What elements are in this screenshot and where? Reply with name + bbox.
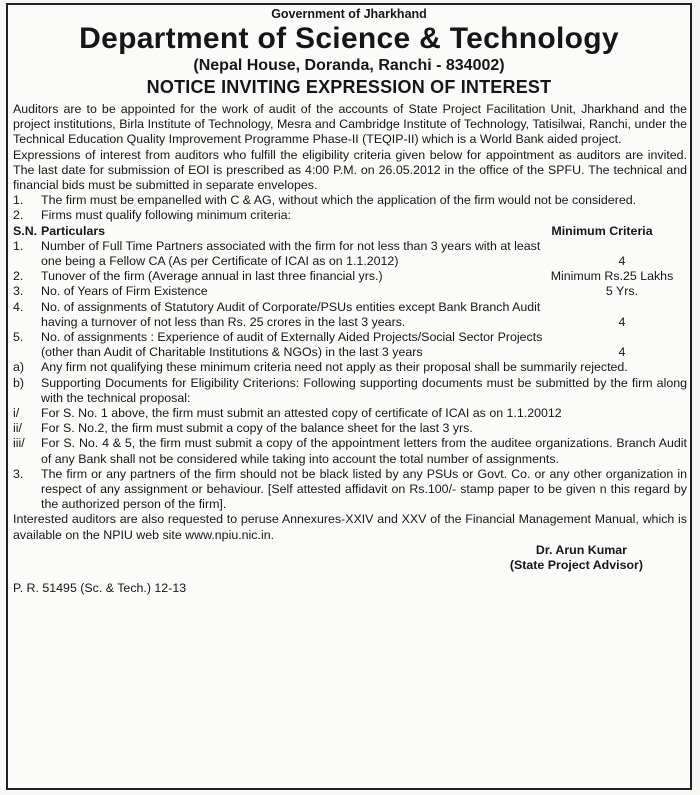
sn-header: S.N. <box>13 223 38 238</box>
particulars-header: Particulars <box>41 223 106 238</box>
note-item <box>13 421 687 436</box>
criteria-number: 5. <box>13 330 24 345</box>
note-marker: i/ <box>13 406 20 421</box>
criteria-row <box>13 284 687 299</box>
notice-body <box>13 102 687 597</box>
note-marker: ii/ <box>13 421 22 436</box>
note-marker: 3. <box>13 466 24 481</box>
criteria-number: 4. <box>13 299 24 314</box>
note-item <box>13 376 687 406</box>
criteria-text: Number of Full Time Partners associated with the firm for not less than 3 years with at least one being a Fellow CA (As per Certificate of ICAI as on 1.1.2012) <box>41 238 541 269</box>
criteria-header: Minimum Criteria <box>551 223 653 238</box>
note-marker: b) <box>13 375 25 390</box>
pr-number: P. R. 51495 (Sc. & Tech.) 12-13 <box>13 581 187 596</box>
criteria-table-header <box>13 224 687 239</box>
note-marker: iii/ <box>13 436 25 451</box>
signatory-name: Dr. Arun Kumar <box>535 542 627 557</box>
note-text: For S. No. 1 above, the firm must submit an attested copy of certificate of ICAI as on 1.1.20012 <box>41 406 562 421</box>
note-text: For S. No. 4 & 5, the firm must submit a copy of the appointment letters from the auditee organizations. Branch Audit of any Bank shall not be considered while taking into account the total number of assignments. <box>41 436 687 466</box>
note-item <box>13 406 687 421</box>
criteria-value: 4 <box>618 314 626 329</box>
condition-text: The firm must be empanelled with C & AG, without which the application of the firm would not be considered. <box>41 193 637 208</box>
criteria-value: 4 <box>618 254 626 269</box>
condition-item <box>13 193 687 208</box>
criteria-text: No. of Years of Firm Existence <box>41 284 208 299</box>
condition-number: 2. <box>13 208 24 223</box>
condition-text: Firms must qualify following minimum criteria: <box>41 208 291 223</box>
criteria-value: Minimum Rs.25 Lakhs <box>550 269 674 284</box>
criteria-number: 2. <box>13 269 24 284</box>
notice-title: NOTICE INVITING EXPRESSION OF INTEREST <box>146 77 552 97</box>
note-text: Any firm not qualifying these minimum criteria need not apply as their proposal shall be summarily rejected. <box>41 360 628 375</box>
criteria-row <box>13 300 687 330</box>
criteria-number: 1. <box>13 238 24 253</box>
note-marker: a) <box>13 360 25 375</box>
condition-item <box>13 208 687 223</box>
criteria-row <box>13 239 687 269</box>
note-item <box>13 467 687 513</box>
criteria-value: 5 Yrs. <box>605 284 639 299</box>
notice-page <box>6 3 692 790</box>
note-item <box>13 360 687 375</box>
department-title: Department of Science & Technology <box>79 22 619 55</box>
note-text: For S. No.2, the firm must submit a copy of the balance sheet for the last 3 yrs. <box>41 421 473 436</box>
intro-paragraph-1: Auditors are to be appointed for the work of audit of the accounts of State Project Facilitation Unit, Jharkhand and the project institutions, Birla Institute of Technology, Mesra and Cambridge Institute of Technology, Tatisilwai, Ranchi, under the Technical Education Quality Improvement Programme Phase-II (TEQIP-II) which is a World Bank aided project. <box>13 102 687 147</box>
criteria-text: Tunover of the firm (Average annual in last three financial yrs.) <box>41 269 383 284</box>
department-address: (Nepal House, Doranda, Ranchi - 834002) <box>193 57 505 74</box>
criteria-row <box>13 330 687 360</box>
condition-number: 1. <box>13 193 24 208</box>
closing-paragraph: Interested auditors are also requested to peruse Annexures-XXIV and XXV of the Financial Management Manual, which is available on the NPIU web site www.npiu.nic.in. <box>13 512 687 542</box>
note-item <box>13 436 687 466</box>
criteria-number: 3. <box>13 284 24 299</box>
government-line: Government of Jharkhand <box>271 7 427 21</box>
criteria-text: No. of assignments of Statutory Audit of Corporate/PSUs entities except Bank Branch Audit having a turnover of not less than Rs. 25 crores in the last 3 years. <box>41 299 541 329</box>
intro-paragraph-2: Expressions of interest from auditors who fulfill the eligibility criteria given below for appointment as auditors are invited. The last date for submission of EOI is prescribed as 4:00 P.M. on 26.05.2012 in the office of the SPFU. The technical and financial bids must be submitted in separate envelopes. <box>13 147 687 193</box>
criteria-row <box>13 269 687 284</box>
note-text: Supporting Documents for Eligibility Criterions: Following supporting documents must be submitted by the firm along with the technical proposal: <box>41 375 687 405</box>
signatory-title: (State Project Advisor) <box>509 558 643 573</box>
note-text: The firm or any partners of the firm should not be black listed by any PSUs or Govt. Co. or any other organization in respect of any assignment or behaviour. [Self attested affidavit on Rs.100/- stamp paper to be given n this regard by the authorized person of the firm]. <box>41 466 687 512</box>
criteria-value: 4 <box>618 345 626 360</box>
criteria-text: No. of assignments : Experience of audit of Externally Aided Projects/Social Sector Projects (other than Audit of Charitable Institutions & NGOs) in the last 3 years <box>41 330 543 360</box>
